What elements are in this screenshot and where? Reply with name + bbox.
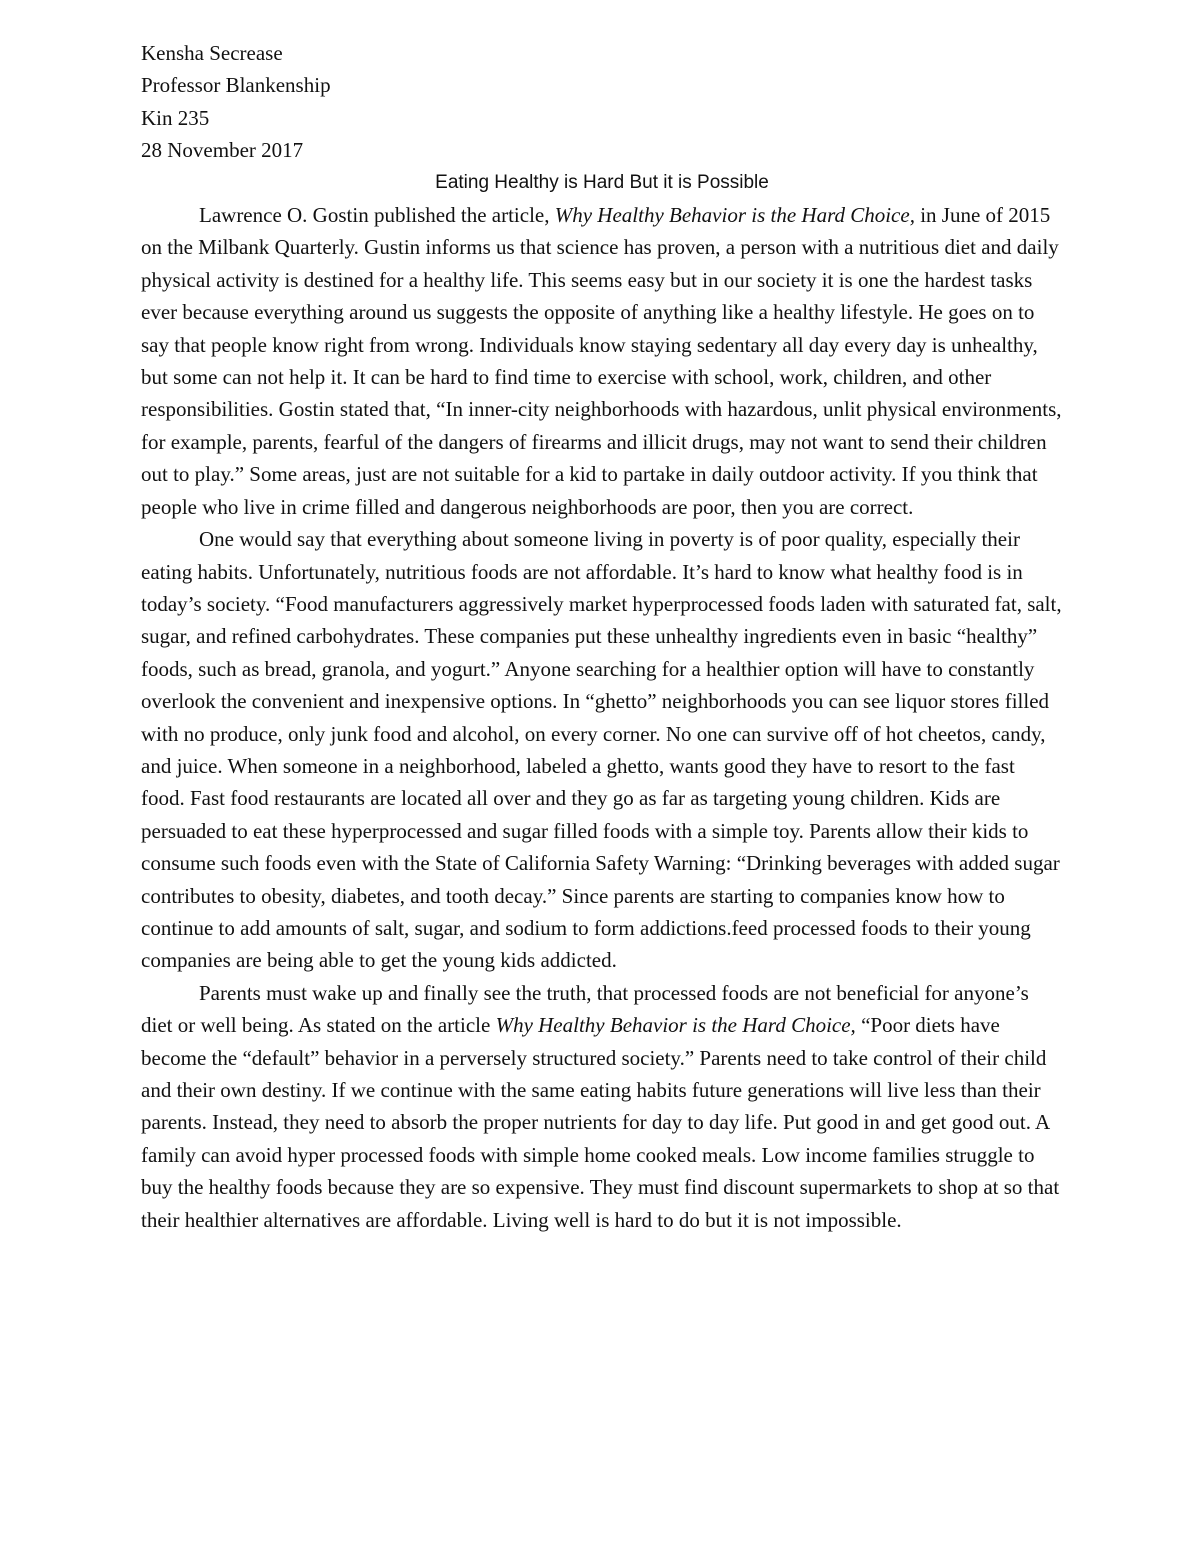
document-date: 28 November 2017	[141, 138, 304, 163]
essay-title: Eating Healthy is Hard But it is Possible	[435, 171, 769, 193]
document-body	[141, 37, 1063, 1236]
paragraph-1-text-a: Lawrence O. Gostin published the article,	[199, 203, 555, 228]
paragraph-2: One would say that everything about someone living in poverty is of poor quality, especially their eating habits. Unfortunately, nutritious foods are not affordable. It’s hard to know what healthy food is in today’s society. “Food manufacturers aggressively market hyperprocessed foods laden with saturated fat, salt, sugar, and refined carbohydrates. These companies put these unhealthy ingredients even in basic “healthy” foods, such as bread, granola, and yogurt.” Anyone searching for a healthier option will have to constantly overlook the convenient and inexpensive options. In “ghetto” neighborhoods you can see liquor stores filled with no produce, only junk food and alcohol, on every corner. No one can survive off of hot cheetos, candy, and juice. When someone in a neighborhood, labeled a ghetto, wants good they have to resort to the fast food. Fast food restaurants are located all over and they go as far as targeting young children. Kids are persuaded to eat these hyperprocessed and sugar filled foods with a simple toy. Parents allow their kids to consume such foods even with the State of California Safety Warning: “Drinking beverages with added sugar contributes to obesity, diabetes, and tooth decay.” Since parents are starting to companies know how to continue to add amounts of salt, sugar, and sodium to form addictions.feed processed foods to their young companies are being able to get the young kids addicted.	[141, 527, 1062, 973]
professor-name: Professor Blankenship	[141, 73, 331, 98]
paragraph-3-text-a: Parents must wake up and finally see the truth, that processed foods are not beneficial for anyone’s diet or well being. As stated on the article	[141, 980, 1029, 1038]
paragraph-1-text-b: in June of 2015 on the Milbank Quarterly. Gustin informs us that science has proven, a person with a nutritious diet and daily physical activity is destined for a healthy life. This seems easy but in our society it is one the hardest tasks ever because everything around us suggests the opposite of anything like a healthy lifestyle. He goes on to say that people know right from wrong. Individuals know staying sedentary all day every day is unhealthy, but some can not help it. It can be hard to find time to exercise with school, work, children, and other responsibilities. Gostin stated that, “In inner-city neighborhoods with hazardous, unlit physical environments, for example, parents, fearful of the dangers of firearms and illicit drugs, may not want to send their children out to play.” Some areas, just are not suitable for a kid to partake in daily outdoor activity. If you think that people who live in crime filled and dangerous neighborhoods are poor, then you are correct.	[141, 203, 1062, 519]
author-name: Kensha Secrease	[141, 41, 283, 65]
paragraph-3-text-b: “Poor diets have become the “default” behavior in a perversely structured society.” Parents need to take control of their child and their own destiny. If we continue with the same eating habits future generations will live less than their parents. Instead, they need to absorb the proper nutrients for day to day life. Put good in and get good out. A family can avoid hyper processed foods with simple home cooked meals. Low income families struggle to buy the healthy foods because they are so expensive. They must find discount supermarkets to shop at so that their healthier alternatives are affordable. Living well is hard to do but it is not impossible.	[141, 1013, 1060, 1232]
article-title-citation-1: Why Healthy Behavior is the Hard Choice,	[554, 203, 915, 228]
course-name: Kin 235	[141, 105, 210, 130]
article-title-citation-2: Why Healthy Behavior is the Hard Choice,	[495, 1013, 856, 1038]
paragraph-3	[141, 977, 1063, 1236]
paragraph-1	[141, 199, 1063, 523]
